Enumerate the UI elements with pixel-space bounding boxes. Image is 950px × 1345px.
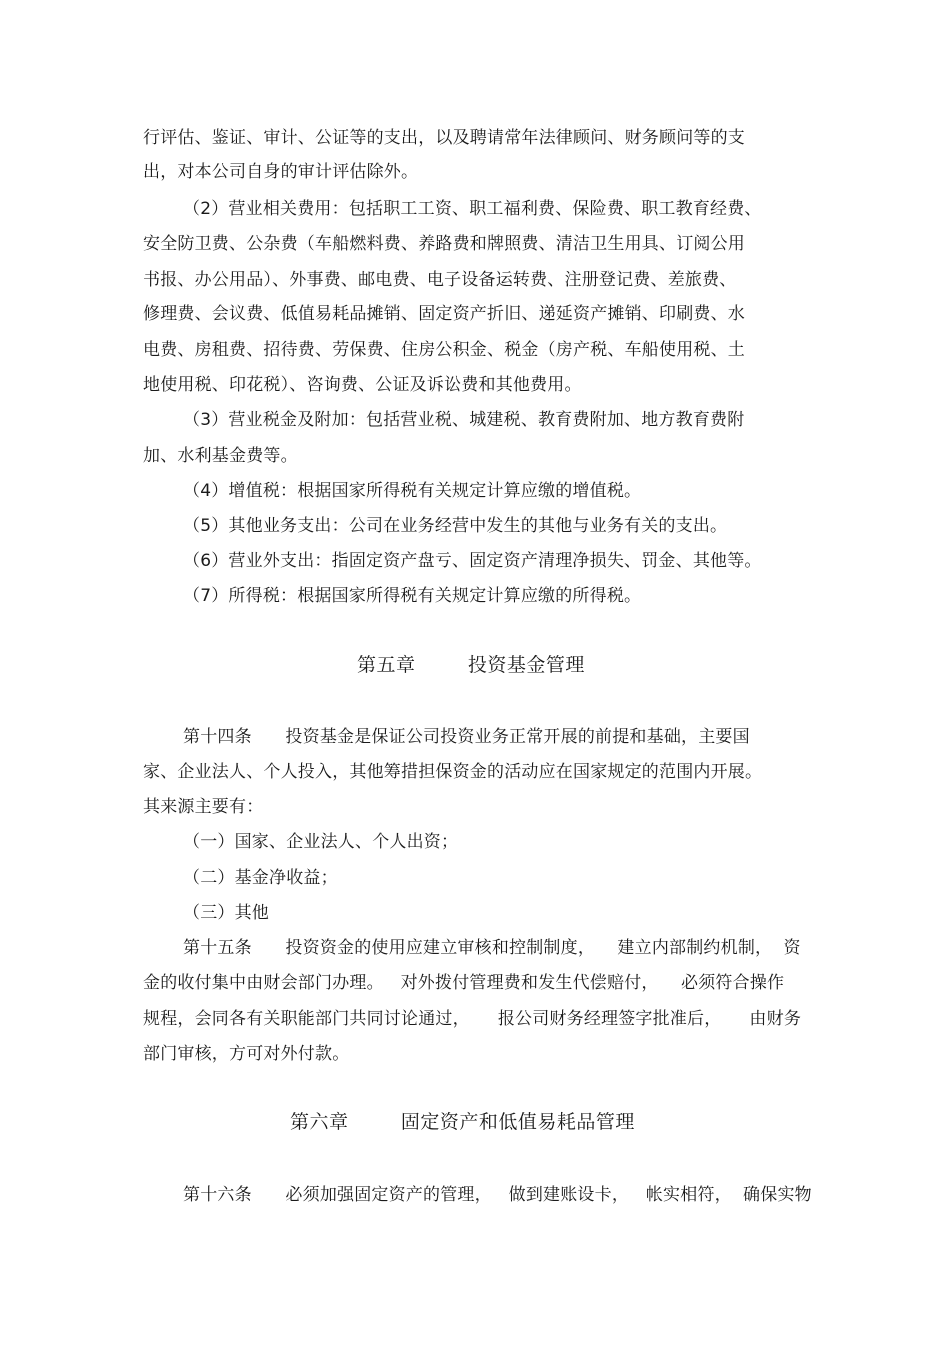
text-line: （三）其他 [183, 903, 269, 923]
text-line: 规程，会同各有关职能部门共同讨论通过， 报公司财务经理签字批准后， 由财务 [143, 1009, 802, 1029]
text-line: 安全防卫费、公杂费（车船燃料费、养路费和牌照费、清洁卫生用具、订阅公用 [143, 234, 745, 254]
text-line: （4）增值税：根据国家所得税有关规定计算应缴的增值税。 [183, 481, 642, 501]
text-line: （5）其他业务支出：公司在业务经营中发生的其他与业务有关的支出。 [183, 516, 728, 536]
text-line: 出，对本公司自身的审计评估除外。 [143, 162, 419, 182]
text-line: 电费、房租费、招待费、劳保费、住房公积金、税金（房产税、车船使用税、土 [143, 340, 745, 360]
text-line: 行评估、鉴证、审计、公证等的支出，以及聘请常年法律顾问、财务顾问等的支 [143, 128, 745, 148]
text-line: 地使用税、印花税）、咨询费、公证及诉讼费和其他费用。 [143, 375, 582, 395]
text-line: （一）国家、企业法人、个人出资； [183, 832, 459, 852]
text-line: （6）营业外支出：指固定资产盘亏、固定资产清理净损失、罚金、其他等。 [183, 551, 762, 571]
text-line: 加、水利基金费等。 [143, 446, 298, 466]
chapter-heading: 第五章 投资基金管理 [357, 654, 585, 676]
text-line: （7）所得税：根据国家所得税有关规定计算应缴的所得税。 [183, 586, 642, 606]
text-line: 修理费、会议费、低值易耗品摊销、固定资产折旧、递延资产摊销、印刷费、水 [143, 304, 745, 324]
text-line: 第十五条 投资资金的使用应建立审核和控制制度， 建立内部制约机制， 资 [183, 938, 801, 958]
text-line: （二）基金净收益； [183, 868, 338, 888]
text-line: 第十四条 投资基金是保证公司投资业务正常开展的前提和基础，主要国 [183, 727, 750, 747]
chapter-heading: 第六章 固定资产和低值易耗品管理 [290, 1111, 635, 1133]
text-line: 家、企业法人、个人投入，其他筹措担保资金的活动应在国家规定的范围内开展。 [143, 762, 763, 782]
text-line: 其来源主要有： [143, 797, 264, 817]
text-line: （2）营业相关费用：包括职工工资、职工福利费、保险费、职工教育经费、 [183, 199, 762, 219]
text-line: 部门审核，方可对外付款。 [143, 1044, 350, 1064]
text-line: 第十六条 必须加强固定资产的管理， 做到建账设卡， 帐实相符， 确保实物 [183, 1185, 812, 1205]
text-line: 金的收付集中由财会部门办理。 对外拨付管理费和发生代偿赔付， 必须符合操作 [143, 973, 785, 993]
text-line: （3）营业税金及附加：包括营业税、城建税、教育费附加、地方教育费附 [183, 410, 745, 430]
text-line: 书报、办公用品）、外事费、邮电费、电子设备运转费、注册登记费、差旅费、 [143, 270, 737, 290]
